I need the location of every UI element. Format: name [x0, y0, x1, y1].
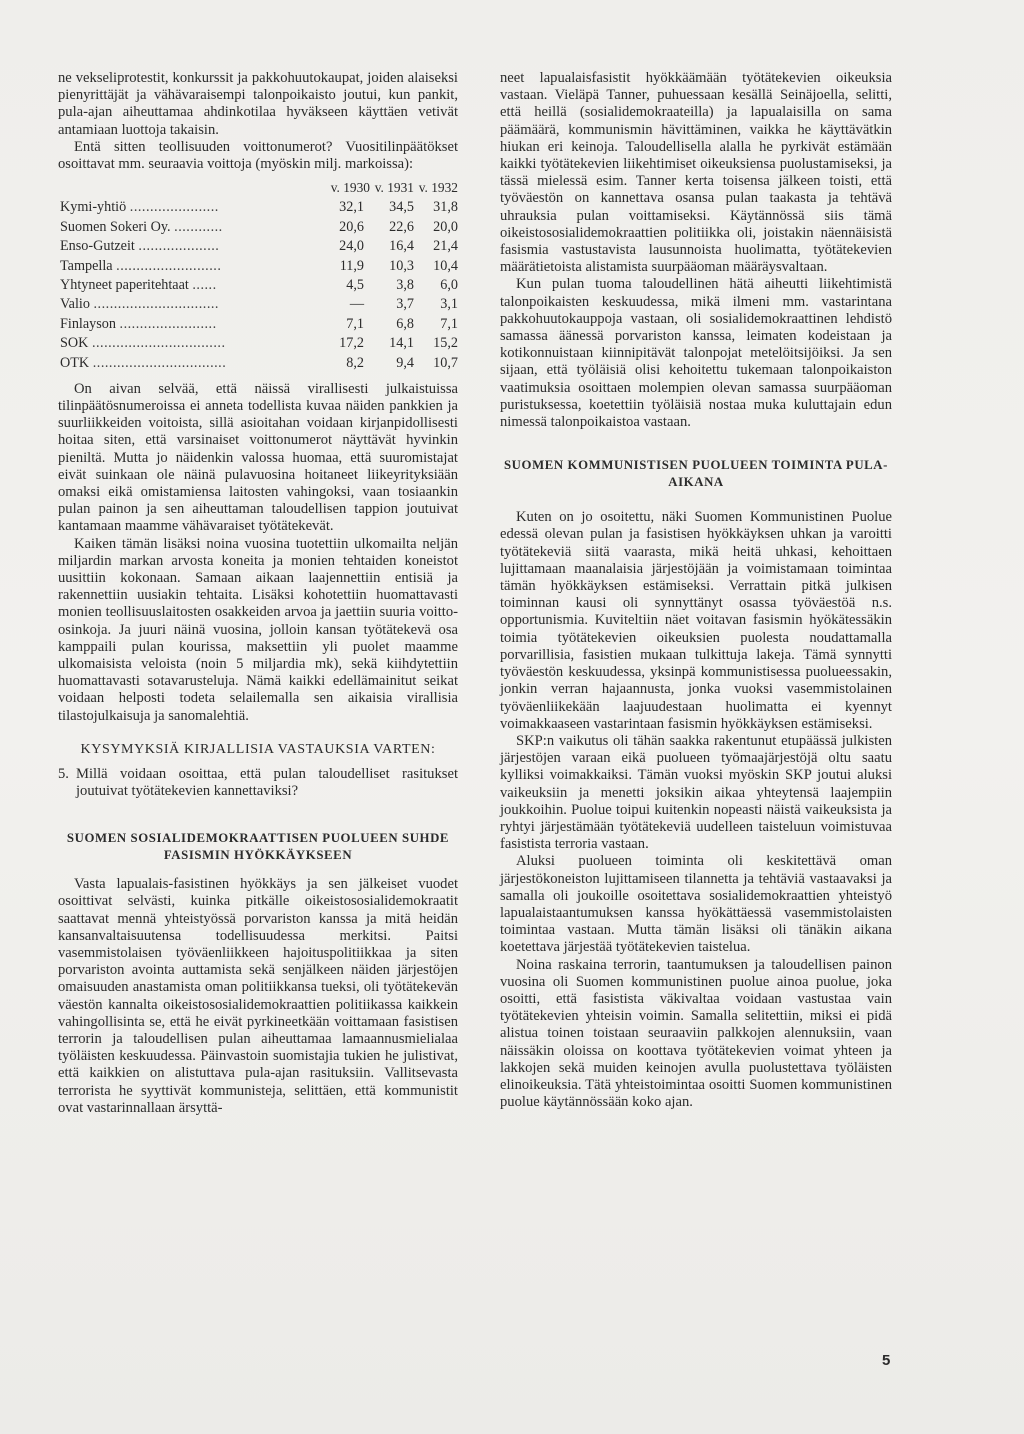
value-1930: 24,0 [339, 238, 364, 255]
value-1931: 3,8 [396, 276, 414, 293]
company-name: Tampella [60, 257, 113, 274]
left-paragraph-5: Vasta lapualais-fasistinen hyökkäys ja sen jälkeiset vuodet osoittivat selvästi, kuinka pitkälle oikeistososialidemokraatit saattavat mennä yhteistyössä porvariston kanssa ja mitä heidän kansanvaltaisuutensa todellisuudessa merkitsi. Paitsi vasemmistolaisen työväenliikkeen hajoituspolitiikkaa ja siten porvariston avointa auttamista sekä senjälkeen näiden järjestöjen omaisuuden anastamista oman politiikkansa tueksi, oli työtätekevän väestön kannalta oikeistososialidemokraattien politiikassa kaikkein vahingollisinta se, että he eivät pyrkineetkään voittamaan fasistisen terrorin ja taloudellisen pulan aiheuttamaa lamaannusmielialaa työläisten keskuudessa. Päinvastoin suomistajia tukien he julistivat, että kaikkien on alistuttava pula-ajan rasituksiin. Vallitsevasta terrorista he syyttivät kommunisteja, selittäen, että kommunistit ovat vastarinnallaan ärsyttä- [58, 876, 458, 1116]
question-number: 5. [58, 765, 69, 782]
value-1931: 14,1 [389, 335, 414, 352]
value-1931: 34,5 [389, 199, 414, 216]
company-name: Enso-Gutzeit [60, 238, 135, 255]
table-header-company [58, 179, 320, 198]
value-1930: 17,2 [339, 335, 364, 352]
profits-table [58, 179, 458, 373]
leader-dots: ........................ [119, 315, 217, 332]
left-column [58, 70, 458, 1117]
table-row [58, 276, 458, 295]
leader-dots: ...................... [129, 199, 219, 216]
page-number: 5 [882, 1352, 891, 1369]
leader-dots: ............................... [93, 296, 219, 313]
company-name: Suomen Sokeri Oy. [60, 218, 171, 235]
right-paragraph-2: Kun pulan tuoma taloudellinen hätä aiheutti liikehtimistä talonpoikaisten keskuudessa, mikä ilmeni mm. vastarintana pakkohuutokauppoja vastaan, oli sosialidemokraattinen lehdistö samassa äänessä porvariston kanssa, leimaten kodeistaan ja kotikonnuistaan kiinnipitävät talonpojat metelöitsijöiksi. Ja sen sijaan, että työläisiä olisi kehoitettu tukemaan talonpoikaiston vaatimuksia osoittaen molempien olevan samassa suurpääoman puristuksessa, koetettiin työläisiä nostaa muka kuluttajain edun nimessä talonpoikaistoa vastaan. [500, 276, 892, 431]
company-name: Yhtyneet paperitehtaat [60, 276, 189, 293]
value-1932: 15,2 [433, 335, 458, 352]
value-1931: 9,4 [396, 354, 414, 371]
table-row [58, 315, 458, 334]
leader-dots: ................................. [91, 335, 226, 352]
value-1930: 7,1 [346, 315, 364, 332]
value-1931: 10,3 [389, 257, 414, 274]
left-paragraph-4: Kaiken tämän lisäksi noina vuosina tuotettiin ulkomailta neljän miljardin markan arvosta koneita ja monien tehtaiden koneistot uusittiin kokonaan. Samaan aikaan laajennettiin entisiä ja rakennettiin uusiakin tehtaita. Lisäksi kohotettiin huomattavasti monien teollisuuslaitosten osakkeiden arvoa ja jaettiin suuria voitto-osinkoja. Ja juuri näinä vuosina, jolloin kansan työtätekevä osa kamppaili pulan kourissa, maksettiin yli puolet maamme ulkomaisista veloista (noin 5 miljardia mk), sekä kiihdytettiin huomattavasti sotavarusteluja. Nämä kaikki edellämainitut seikat voidaan helposti todeta selailemalla sen aikaisia virallisia tilastojulkaisuja ja sanomalehtiä. [58, 535, 458, 724]
value-1931: 22,6 [389, 218, 414, 235]
leader-dots: ................................. [92, 354, 227, 371]
section-heading-sdp: SUOMEN SOSIALIDEMOKRAATTISEN PUOLUEEN SUHDE FASISMIN HYÖKKÄYKSEEN [66, 831, 450, 863]
value-1932: 10,4 [433, 257, 458, 274]
right-paragraph-6: Noina raskaina terrorin, taantumuksen ja taloudellisen painon vuosina oli Suomen kommunistinen puolue ainoa puolue, joka osoitti, että fasistista väkivaltaa voidaan vastustaa vain työtätekevien yhteisin voimin. Samalla selitettiin, miksi ei pidä alistua toinen toistaan seuraaviin palkkojen alennuksiin, vaan näissäkin oloissa on koottava työtätekevien voimat yhteen ja lakkojen sekä muiden keinojen avulla puolustettava työläisten elinoikeuksia. Tätä yhteistoimintaa osoitti Suomen kommunistinen puolue käytännössään koko ajan. [500, 956, 892, 1111]
table-header-1931: v. 1931 [374, 180, 414, 196]
left-intro-paragraph-1: ne vekseliprotestit, konkurssit ja pakkohuutokaupat, joiden alaiseksi pienyrittäjät ja vähävaraisempi talonpoikaisto joutui, kun pankit, pula-ajan aiheuttamaa ahdinkotilaa hyväkseen käyttäen vetivät antamiaan luottoja takaisin. [58, 70, 458, 138]
value-1932: 10,7 [433, 354, 458, 371]
left-paragraph-3: On aivan selvää, että näissä virallisesti julkaistuissa tilinpäätösnumeroissa ei anneta todellista kuvaa näiden pankkien ja suurliikkeiden voitoista, sillä asioitahan voidaan kirjanpidollisesti hoitaa siten, että varsinaiset voittonumerot näyttävät hyvinkin pieniltä. Mutta jo näidenkin valossa huomaa, että suuromistajat eivät suinkaan ole näinä pulavuosina hoitaneet liikeyrityksiään omaksi eikä omistamiensa laitosten vahingoksi, vaan tosiaankin pulan painon ja sen aiheuttaman taloudellisen tappion joutuivat kantamaan maamme vähävaraiset työtätekevät. [58, 380, 458, 535]
table-row [58, 218, 458, 237]
value-1932: 31,8 [433, 199, 458, 216]
table-header-1930: v. 1930 [330, 180, 370, 196]
value-1930: 32,1 [339, 199, 364, 216]
profits-table-header [58, 179, 458, 198]
section-heading-skp: SUOMEN KOMMUNISTISEN PUOLUEEN TOIMINTA PULA-AIKANA [503, 458, 889, 490]
value-1930: 8,2 [346, 354, 364, 371]
company-name: SOK [60, 335, 89, 352]
right-paragraph-3: Kuten on jo osoitettu, näki Suomen Kommunistinen Puolue edessä olevan pulan ja fasistisen hyökkäyksen uhkan ja varoitti työtätekeviä siitä vaarasta, mikä heitä uhkasi, kehoittaen lujittamaan maanalaisia järjestöjään ja voimistamaan toimintaa tämän hyökkäyksen estämiseksi. Verrattain pitkä julkisen toiminnan kausi oli synnyttänyt osassa työväestöä n.s. opportunismia. Kuviteltiin näet voitavan fasismin hyökätessäkin toimia työtätekevien oikeuksien puolesta noudattamalla porvarillisia, fasistien mukaan tulkittuja lakeja. Tämä synnytti työväestön keskuudessa, yksinpä kommunistisessa puolueessakin, jonkin verran hajaannusta, jonka vuoksi vasemmistolainen työväenliikekään laajuudestaan huolimatta ei kyennyt voimakkaaseen vastarintaan fasismin hyökkäyksen estämiseksi. [500, 509, 892, 732]
value-1931: 6,8 [396, 315, 414, 332]
value-1932: 3,1 [440, 296, 458, 313]
table-header-1932: v. 1932 [418, 180, 458, 196]
value-1932: 6,0 [440, 276, 458, 293]
value-1932: 20,0 [433, 218, 458, 235]
company-name: Finlayson [60, 315, 116, 332]
company-name: Kymi-yhtiö [60, 199, 127, 216]
table-row [58, 353, 458, 372]
value-1932: 7,1 [440, 315, 458, 332]
value-1930: 20,6 [339, 218, 364, 235]
value-1931: 16,4 [389, 238, 414, 255]
table-row [58, 237, 458, 256]
leader-dots: .......................... [116, 257, 222, 274]
right-paragraph-5: Aluksi puolueen toiminta oli keskitettävä oman järjestökoneiston lujittamiseen tilannetta ja tehtäviä vastaavaksi ja samalla oli joukoille osoitettava sosialidemokraattien yhteistyö lapualaistaantumuksen kanssa hyökättäessä vasemmistolaisten toimintaa vastaan. Mutta tämän lisäksi oli tänäkin aikana koetettava järjestää työtätekevien taistelua. [500, 853, 892, 956]
leader-dots: .................... [138, 238, 220, 255]
table-row [58, 295, 458, 314]
company-name: OTK [60, 354, 90, 371]
table-row [58, 334, 458, 353]
value-1930: 11,9 [339, 257, 364, 274]
left-intro-paragraph-2: Entä sitten teollisuuden voittonumerot? Vuositilinpäätökset osoittavat mm. seuraavia voittoja (myöskin milj. markoissa): [58, 138, 458, 173]
questions-heading: KYSYMYKSIÄ KIRJALLISIA VASTAUKSIA VARTEN: [80, 741, 436, 757]
question-item [58, 766, 458, 800]
right-paragraph-4: SKP:n vaikutus oli tähän saakka rakentunut etupäässä julkisten järjestöjen varaan eikä puolueen työmaajärjestöjä oltu saatu kylliksi voimakkaiksi. Tämän vuoksi myöskin SKP joutui aluksi vaikeuksiin ja menetti joksikin aikaa yhteytensä laajempiin joukkoihin. Puolue toipui kuitenkin nopeasti näistä vaikeuksista ja ryhtyi järjestämään työtätekeviä uudelleen taisteluun voimistuvaa fasistista terroria vastaan. [500, 732, 892, 853]
table-row [58, 198, 458, 217]
table-row [58, 256, 458, 275]
value-1932: 21,4 [433, 238, 458, 255]
company-name: Valio [60, 296, 90, 313]
leader-dots: ...... [192, 276, 217, 293]
leader-dots: ............ [174, 218, 223, 235]
question-text: Millä voidaan osoittaa, että pulan taloudelliset rasitukset joutuivat työtätekevien kannettaviksi? [76, 765, 458, 799]
value-1931: 3,7 [396, 296, 414, 313]
right-column [500, 70, 892, 1111]
value-1930: — [349, 296, 364, 313]
right-paragraph-1: neet lapualaisfasistit hyökkäämään työtätekevien oikeuksia vastaan. Vieläpä Tanner, puhuessaan kesällä Seinäjoella, selitti, että heillä (sosialidemokraateilla) ja lapualaisilla on sama päämäärä, kommunismin hävittäminen, vaikka he käyttävätkin hiukan eri keinoja. Taloudellisella alalla he pyrkivät estämään kaikki työtätekevien liikehtimiset oikeuksiensa puolustamiseksi, ja tässä mielessä esim. Tanner kerta toisensa jälkeen toisti, että työväestön on kannettava osansa pulan taakasta ja tehtävä uhrauksia pulan voittamiseksi. Käytännössä siis tämä oikeistososialidemokraattien politiikka oli, joistakin näennäisistä fasismia vastustavista lausunnoista huolimatta, työtätekevien määrätietoista alistamista suurpääoman määräysvaltaan. [500, 70, 892, 276]
value-1930: 4,5 [346, 276, 364, 293]
